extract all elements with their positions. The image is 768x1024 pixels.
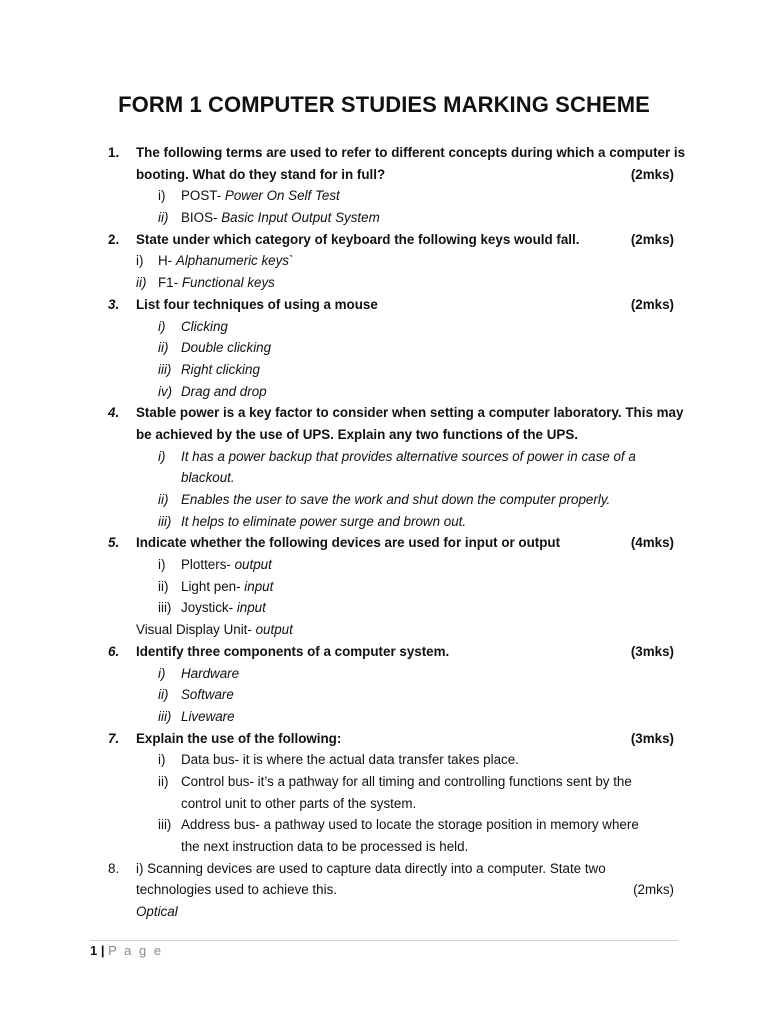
answer-text: Enables the user to save the work and shut down the computer properly. [181, 492, 611, 507]
answer-item [108, 814, 676, 836]
question-number: 4. [108, 405, 120, 421]
question-text: be achieved by the use of UPS. Explain any two functions of the UPS. [136, 426, 578, 442]
page-word: P a g e [108, 943, 164, 958]
answer-label: ii) [136, 275, 147, 291]
answer-text: blackout. [181, 470, 235, 486]
question-number: 1. [108, 145, 120, 160]
answer-label: iii) [158, 600, 172, 616]
question-7-line-1 [108, 728, 676, 750]
answer-text: BIOS- Basic Input Output System [181, 210, 380, 226]
answer-item [108, 684, 676, 706]
answer-text: It has a power backup that provides alternative sources of power in case of a [181, 448, 636, 464]
answer-text: F1- Functional keys [158, 275, 275, 291]
answer-item [108, 337, 676, 359]
answer-label: ii) [158, 210, 169, 226]
question-8-line-1 [108, 858, 676, 880]
question-text: Indicate whether the following devices are used for input or output [136, 535, 561, 551]
answer-item [108, 576, 676, 598]
page-title: FORM 1 COMPUTER STUDIES MARKING SCHEME [118, 92, 650, 117]
answer-item [108, 901, 676, 923]
answer-text: control unit to other parts of the system. [181, 795, 417, 811]
answer-item [108, 316, 676, 338]
answer-text: Clicking [181, 318, 228, 334]
answer-label: i) [136, 253, 144, 269]
answer-label: iii) [158, 361, 172, 377]
question-3-line-1 [108, 294, 676, 316]
question-1-line-2 [108, 164, 676, 186]
question-text: State under which category of keyboard the following keys would fall. [136, 231, 580, 247]
answer-label: iii) [158, 708, 172, 724]
answer-item [108, 250, 676, 272]
answer-item [108, 381, 676, 403]
answer-item-continued [108, 836, 676, 858]
footer-separator: | [100, 943, 105, 958]
question-number: 2. [108, 231, 120, 247]
marks-label: (2mks) [633, 882, 674, 898]
answer-label: ii) [158, 492, 169, 507]
answer-text: It helps to eliminate power surge and brown out. [181, 513, 467, 529]
answer-text: Hardware [181, 665, 240, 681]
answer-text: Data bus- it is where the actual data transfer takes place. [181, 752, 519, 768]
question-6-line-1 [108, 641, 676, 663]
answer-label: ii) [158, 687, 169, 703]
answer-text: Control bus- it’s a pathway for all timing and controlling functions sent by the [181, 773, 632, 789]
question-text: i) Scanning devices are used to capture data directly into a computer. State two [136, 860, 606, 876]
question-number: 7. [108, 730, 120, 746]
answer-item [108, 446, 676, 468]
answer-text: H- Alphanumeric keys` [158, 253, 294, 269]
question-number: 8. [108, 860, 120, 876]
question-8-line-2 [108, 879, 676, 901]
answer-text: Joystick- input [181, 600, 266, 616]
answer-label: i) [158, 557, 166, 573]
answer-label: iii) [158, 817, 172, 833]
answer-item [108, 359, 676, 381]
question-text: Identify three components of a computer system. [136, 643, 450, 659]
page-footer [90, 943, 163, 958]
marking-scheme-content [108, 142, 686, 923]
answer-item-continued [108, 467, 676, 489]
page-number: 1 [90, 943, 98, 958]
question-text: Explain the use of the following: [136, 730, 342, 746]
question-text: The following terms are used to refer to different concepts during which a computer is [136, 145, 686, 160]
question-text: Stable power is a key factor to consider when setting a computer laboratory. This may [136, 405, 684, 421]
answer-label: iv) [158, 383, 173, 399]
question-number: 3. [108, 296, 120, 312]
answer-item [108, 771, 676, 793]
question-1-line-1 [108, 142, 686, 164]
question-4-line-1 [108, 402, 684, 424]
answer-label: ii) [158, 578, 169, 594]
answer-text: Plotters- output [181, 557, 272, 573]
marks-label: (2mks) [630, 166, 674, 182]
answer-text: Double clicking [181, 340, 272, 356]
question-5-line-1 [108, 532, 676, 554]
answer-text: the next instruction data to be processed is held. [181, 839, 469, 854]
marks-label: (4mks) [630, 535, 674, 551]
answer-text: Software [181, 687, 234, 703]
answer-item [108, 207, 676, 229]
answer-item [108, 554, 676, 576]
answer-label: i) [158, 188, 166, 204]
answer-text: POST- Power On Self Test [181, 188, 340, 204]
answer-label: ii) [158, 340, 169, 356]
answer-item [108, 619, 676, 641]
answer-item [108, 511, 676, 533]
question-text: technologies used to achieve this. [136, 882, 337, 898]
question-text: List four techniques of using a mouse [136, 296, 378, 312]
question-number: 6. [108, 643, 120, 659]
footer-divider [90, 940, 678, 941]
answer-label: i) [158, 318, 166, 334]
answer-text: Drag and drop [181, 383, 267, 399]
answer-label: iii) [158, 513, 172, 529]
answer-item [108, 597, 676, 619]
answer-item [108, 706, 676, 728]
answer-item [108, 272, 676, 294]
answer-label: i) [158, 752, 166, 768]
answer-item-continued [108, 793, 676, 815]
answer-label: ii) [158, 773, 169, 789]
marks-label: (3mks) [630, 643, 674, 659]
answer-label: i) [158, 665, 166, 681]
answer-item [108, 749, 676, 771]
answer-label: i) [158, 448, 166, 464]
question-4-line-2 [108, 424, 676, 446]
answer-text: Light pen- input [181, 578, 274, 594]
marks-label: (2mks) [630, 296, 674, 312]
answer-item [108, 185, 676, 207]
question-number: 5. [108, 535, 120, 551]
answer-text: Address bus- a pathway used to locate the storage position in memory where [181, 817, 639, 833]
answer-item [108, 489, 676, 511]
answer-text: Liveware [181, 708, 235, 724]
marks-label: (3mks) [630, 730, 674, 746]
question-text: booting. What do they stand for in full? [136, 166, 386, 182]
answer-text: Visual Display Unit- output [136, 622, 293, 638]
answer-text: Right clicking [181, 361, 260, 377]
question-2-line-1 [108, 229, 676, 251]
answer-item [108, 663, 676, 685]
marks-label: (2mks) [630, 231, 674, 247]
answer-text: Optical [136, 904, 178, 920]
